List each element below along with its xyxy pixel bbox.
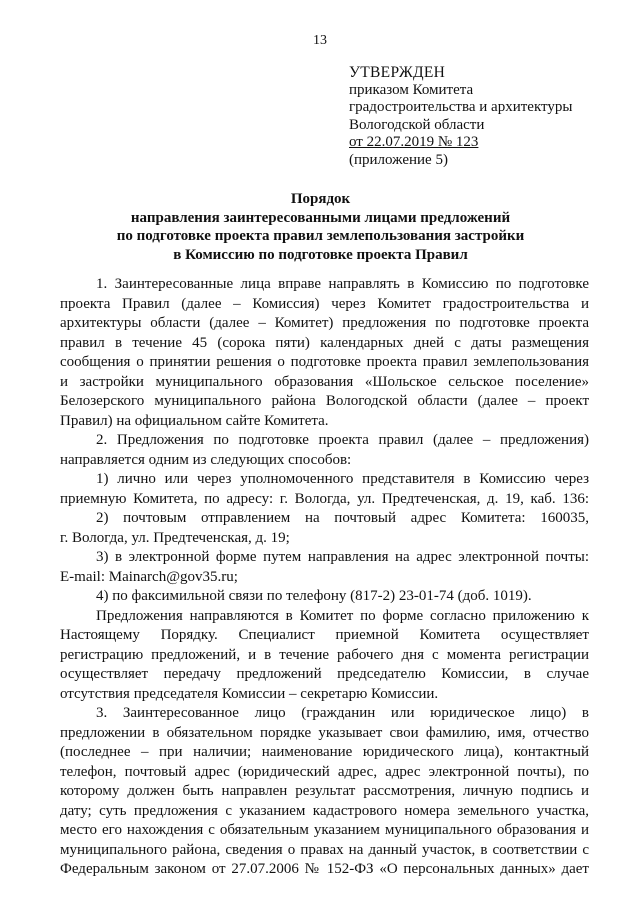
paragraph-line: 2) почтовым отправлением на почтовый адрес Комитета: 160035, <box>96 510 589 526</box>
paragraph-line: и застройки муниципального образования «Шольское сельское поселение» <box>60 373 589 390</box>
paragraph-line: 3. Заинтересованное лицо (гражданин или юридическое лицо) в <box>96 705 589 721</box>
document-body <box>60 275 589 880</box>
paragraph-line: телефон, почтовый адрес (юридический адрес, адрес электронной почты), по <box>60 763 589 780</box>
approval-line: Вологодской области <box>349 116 485 133</box>
paragraph-line: муниципального района, сведения о правах на данный участок, в соответствии с <box>60 841 589 858</box>
paragraph-line: регистрацию предложений, и в течение рабочего дня с момента регистрации <box>60 646 589 663</box>
paragraph-line: сообщения о принятии решения о подготовке проекта правил землепользования <box>60 354 589 370</box>
document-title <box>60 190 581 265</box>
paragraph-line: проекта Правил (далее – Комиссия) через Комитет градостроительства и <box>60 295 589 312</box>
paragraph-line: осуществляет передачу предложений председателю Комиссии, в случае <box>60 666 589 682</box>
paragraph-line: 2. Предложения по подготовке проекта правил (далее – предложения) <box>96 432 589 448</box>
paragraph-line: г. Вологда, ул. Предтеченская, д. 19; <box>60 529 290 546</box>
paragraph-line: Предложения направляются в Комитет по форме согласно приложению к <box>96 607 589 624</box>
approval-line: градостроительства и архитектуры <box>349 99 573 115</box>
paragraph-line: Федеральным законом от 27.07.2006 № 152-ФЗ «О персональных данных» дает <box>60 861 589 877</box>
paragraph-line: отсутствия председателя Комиссии – секретарю Комиссии. <box>60 685 439 702</box>
paragraph-line: дату; суть предложения с указанием кадастрового номера земельного участка, <box>60 802 589 819</box>
paragraph-line: E-mail: Mainarch@gov35.ru; <box>60 568 238 585</box>
paragraph-line: правил в течение 45 (сорока пяти) календарных дней с даты размещения <box>60 334 589 351</box>
paragraph-line: архитектуры области (далее – Комитет) предложения по подготовке проекта <box>60 315 589 331</box>
title-line: в Комиссию по подготовке проекта Правил <box>173 247 468 264</box>
paragraph-line: которому должен быть направлен результат рассмотрения, личную подпись и <box>60 783 589 799</box>
paragraph-line: направляется одним из следующих способов: <box>60 451 352 468</box>
approval-line: приказом Комитета <box>349 81 474 98</box>
paragraph-line: Настоящему Порядку. Специалист приемной Комитета осуществляет <box>60 627 589 643</box>
paragraph-line: 3) в электронной форме путем направления на адрес электронной почты: <box>96 549 589 565</box>
approval-appendix: (приложение 5) <box>349 151 448 168</box>
paragraph-line: предложении в обязательном порядке указывает свои фамилию, имя, отчество <box>60 724 589 741</box>
page-number: 13 <box>313 33 327 48</box>
title-line: направления заинтересованными лицами предложений <box>130 209 511 226</box>
title-line: по подготовке проекта правил землепользования застройки <box>116 228 525 245</box>
paragraph-line: Правил) на официальном сайте Комитета. <box>60 412 329 429</box>
approval-heading: УТВЕРЖДЕН <box>349 64 446 81</box>
paragraph-line: место его нахождения с обязательным указанием муниципального образования и <box>60 822 589 838</box>
paragraph-line: 1) лично или через уполномоченного представителя в Комиссию через <box>96 471 589 487</box>
paragraph-line: 4) по факсимильной связи по телефону (817-2) 23-01-74 (доб. 1019). <box>96 588 532 604</box>
title-line: Порядок <box>290 191 351 207</box>
paragraph-line: Белозерского муниципального района Вологодской области (далее – проект <box>60 393 589 409</box>
approval-date: от 22.07.2019 № 123 <box>349 134 479 150</box>
paragraph-line: 1. Заинтересованные лица вправе направлять в Комиссию по подготовке <box>96 276 589 292</box>
paragraph-line: (последнее – при наличии; наименование юридического лица), контактный <box>60 744 589 760</box>
paragraph-line: приемную Комитета, по адресу: г. Вологда, ул. Предтеченская, д. 19, каб. 136: <box>60 490 589 507</box>
approval-block <box>349 64 609 169</box>
